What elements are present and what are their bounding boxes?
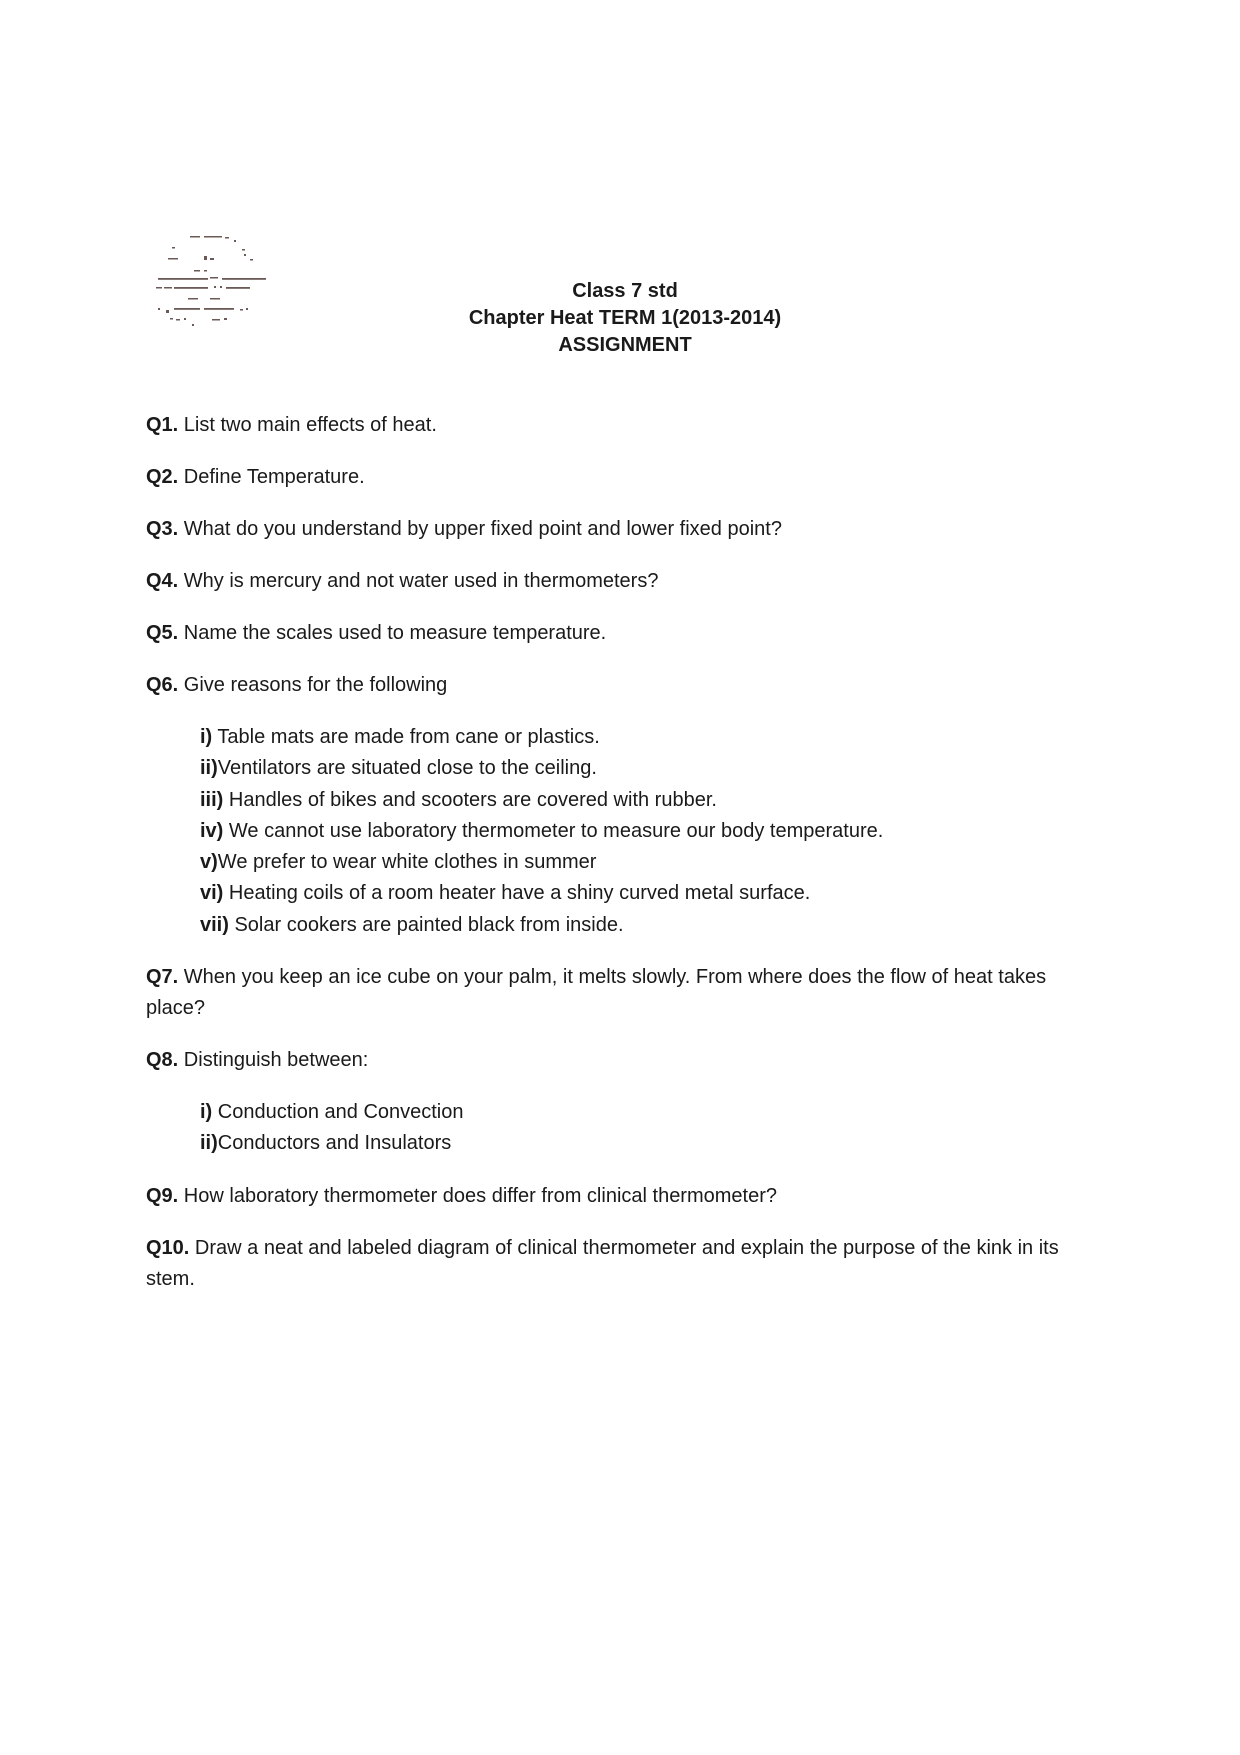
question-8 — [146, 1045, 1106, 1076]
item-text: Handles of bikes and scooters are covered with rubber. — [223, 788, 717, 811]
question-10 — [146, 1233, 1106, 1295]
item-number: i) — [200, 726, 213, 748]
item-number: ii) — [200, 1132, 218, 1155]
list-item — [200, 910, 1106, 941]
question-4 — [146, 566, 1106, 597]
list-item — [200, 722, 1106, 753]
item-number: i) — [200, 1101, 213, 1124]
assignment-title: ASSIGNMENT — [558, 334, 692, 356]
item-text: Heating coils of a room heater have a shiny curved metal surface. — [223, 882, 811, 905]
item-number: iv) — [200, 819, 224, 842]
question-text: Distinguish between: — [178, 1049, 369, 1072]
question-1 — [146, 410, 1106, 441]
question-number: Q4. — [146, 570, 179, 592]
question-list — [146, 410, 1106, 1316]
question-number: Q6. — [146, 674, 179, 696]
question-number: Q7. — [146, 966, 179, 989]
item-number: vi) — [200, 882, 224, 905]
item-text: Conduction and Convection — [212, 1101, 464, 1124]
question-2 — [146, 462, 1106, 493]
item-text: We cannot use laboratory thermometer to measure our body temperature. — [223, 819, 884, 842]
document-header — [0, 278, 1240, 359]
chapter-title: Chapter Heat TERM 1(2013-2014) — [468, 307, 782, 329]
question-text: Draw a neat and labeled diagram of clinical thermometer and explain the purpose of the kink in its stem. — [146, 1236, 1059, 1290]
item-number: v) — [200, 851, 218, 874]
item-text: Table mats are made from cane or plastics. — [212, 726, 600, 748]
class-title: Class 7 std — [572, 280, 678, 302]
question-text: List two main effects of heat. — [178, 414, 437, 436]
question-text: How laboratory thermometer does differ from clinical thermometer? — [178, 1184, 777, 1207]
list-item — [200, 785, 1106, 816]
question-number: Q2. — [146, 466, 179, 488]
list-item — [200, 816, 1106, 847]
item-number: vii) — [200, 913, 229, 936]
list-item — [200, 847, 1106, 878]
question-text: When you keep an ice cube on your palm, it melts slowly. From where does the flow of heat takes place? — [146, 966, 1047, 1020]
question-number: Q5. — [146, 622, 179, 644]
question-6-sublist — [200, 722, 1106, 941]
question-text: Give reasons for the following — [178, 674, 448, 696]
list-item — [200, 753, 1106, 784]
question-text: Define Temperature. — [178, 466, 365, 488]
question-text: Why is mercury and not water used in thermometers? — [178, 570, 659, 592]
item-text: Conductors and Insulators — [217, 1132, 452, 1155]
item-number: iii) — [200, 788, 224, 811]
list-item — [200, 1128, 1106, 1159]
question-number: Q3. — [146, 518, 179, 540]
question-8-sublist — [200, 1097, 1106, 1160]
question-3 — [146, 514, 1106, 545]
question-7 — [146, 962, 1106, 1024]
question-number: Q9. — [146, 1184, 179, 1207]
item-number: ii) — [200, 757, 218, 780]
question-number: Q10. — [146, 1236, 190, 1259]
question-number: Q8. — [146, 1049, 179, 1072]
question-9 — [146, 1181, 1106, 1212]
question-number: Q1. — [146, 414, 179, 436]
list-item — [200, 1097, 1106, 1128]
item-text: Solar cookers are painted black from inside. — [228, 913, 624, 936]
item-text: We prefer to wear white clothes in summer — [217, 851, 597, 874]
item-text: Ventilators are situated close to the ceiling. — [217, 757, 597, 780]
question-text: What do you understand by upper fixed point and lower fixed point? — [178, 518, 782, 540]
question-6 — [146, 670, 1106, 701]
list-item — [200, 878, 1106, 909]
question-5 — [146, 618, 1106, 649]
question-text: Name the scales used to measure temperature. — [178, 622, 607, 644]
